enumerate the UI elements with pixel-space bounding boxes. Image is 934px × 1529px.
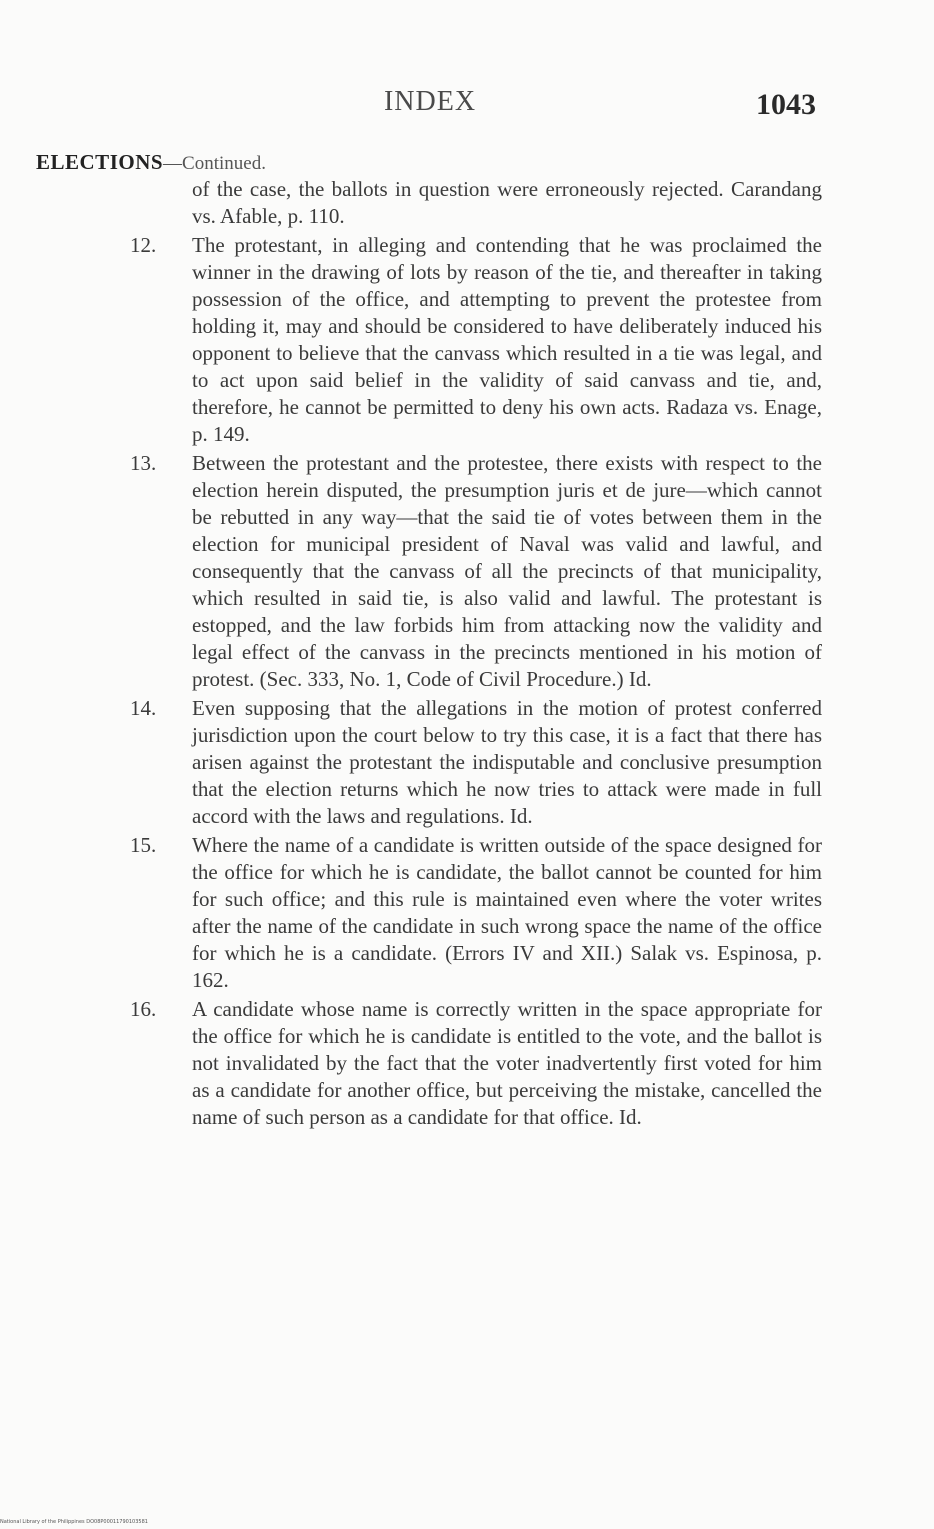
entry-number: 13.	[130, 451, 157, 475]
entry-text: A candidate whose name is correctly written in the space appropriate for the office for which he is candidate is entitled to the vote, and the ballot is not invalidated by the fact that the voter inadvertently first voted for him as a candidate for another office, but perceiving the mistake, cancelled the name of such person as a candidate for that office. Id.	[192, 997, 822, 1129]
scan-credit: National Library of the Philippines DO08P00011790103581	[0, 1519, 148, 1525]
entry-text: of the case, the ballots in question were erroneously rejected. Carandang vs. Afable, p. 110.	[192, 177, 822, 228]
index-entry-continued	[130, 176, 822, 230]
section-heading-label: ELECTIONS	[36, 150, 164, 174]
index-entry-13	[130, 450, 822, 693]
index-entry-16	[130, 996, 822, 1131]
page-number: 1043	[756, 88, 816, 121]
entry-text: Between the protestant and the protestee, there exists with respect to the election herein disputed, the presumption juris et de jure—which cannot be rebutted in any way—that the said tie of votes between them in the election for municipal president of Naval was valid and lawful, and consequently that the canvass of all the precincts of that municipality, which resulted in said tie, is also valid and lawful. The protestant is estopped, and the law forbids him from attacking now the validity and legal effect of the canvass in the precincts mentioned in his motion of protest. (Sec. 333, No. 1, Code of Civil Procedure.) Id.	[192, 451, 822, 691]
page-title: INDEX	[383, 86, 477, 117]
index-entry-14	[130, 695, 822, 830]
index-entry-12	[130, 232, 822, 448]
section-continued-label: —Continued.	[163, 153, 266, 174]
entry-number: 12.	[130, 233, 157, 257]
entry-text: Where the name of a candidate is written outside of the space designed for the office for which he is candidate, the ballot cannot be counted for him for such office; and this rule is maintained even where the voter writes after the name of the candidate in such wrong space the name of the office for which he is a candidate. (Errors IV and XII.) Salak vs. Espinosa, p. 162.	[192, 833, 822, 992]
entry-number: 16.	[130, 997, 157, 1021]
entry-text: The protestant, in alleging and contending that he was proclaimed the winner in the drawing of lots by reason of the tie, and thereafter in taking possession of the office, and attempting to prevent the protestee from holding it, may and should be considered to have deliberately induced his opponent to believe that the canvass which resulted in a tie was legal, and to act upon said belief in the validity of said canvass and tie, and, therefore, he cannot be permitted to deny his own acts. Radaza vs. Enage, p. 149.	[192, 233, 822, 446]
index-entries	[130, 176, 822, 1131]
section-heading	[36, 150, 266, 175]
entry-text: Even supposing that the allegations in the motion of protest conferred jurisdiction upon the court below to try this case, it is a fact that there has arisen against the protestant the indisputable and conclusive presumption that the election returns which he now tries to attack were made in full accord with the laws and regulations. Id.	[192, 696, 822, 828]
index-entry-15	[130, 832, 822, 994]
entry-number: 14.	[130, 696, 157, 720]
entry-number: 15.	[130, 833, 157, 857]
